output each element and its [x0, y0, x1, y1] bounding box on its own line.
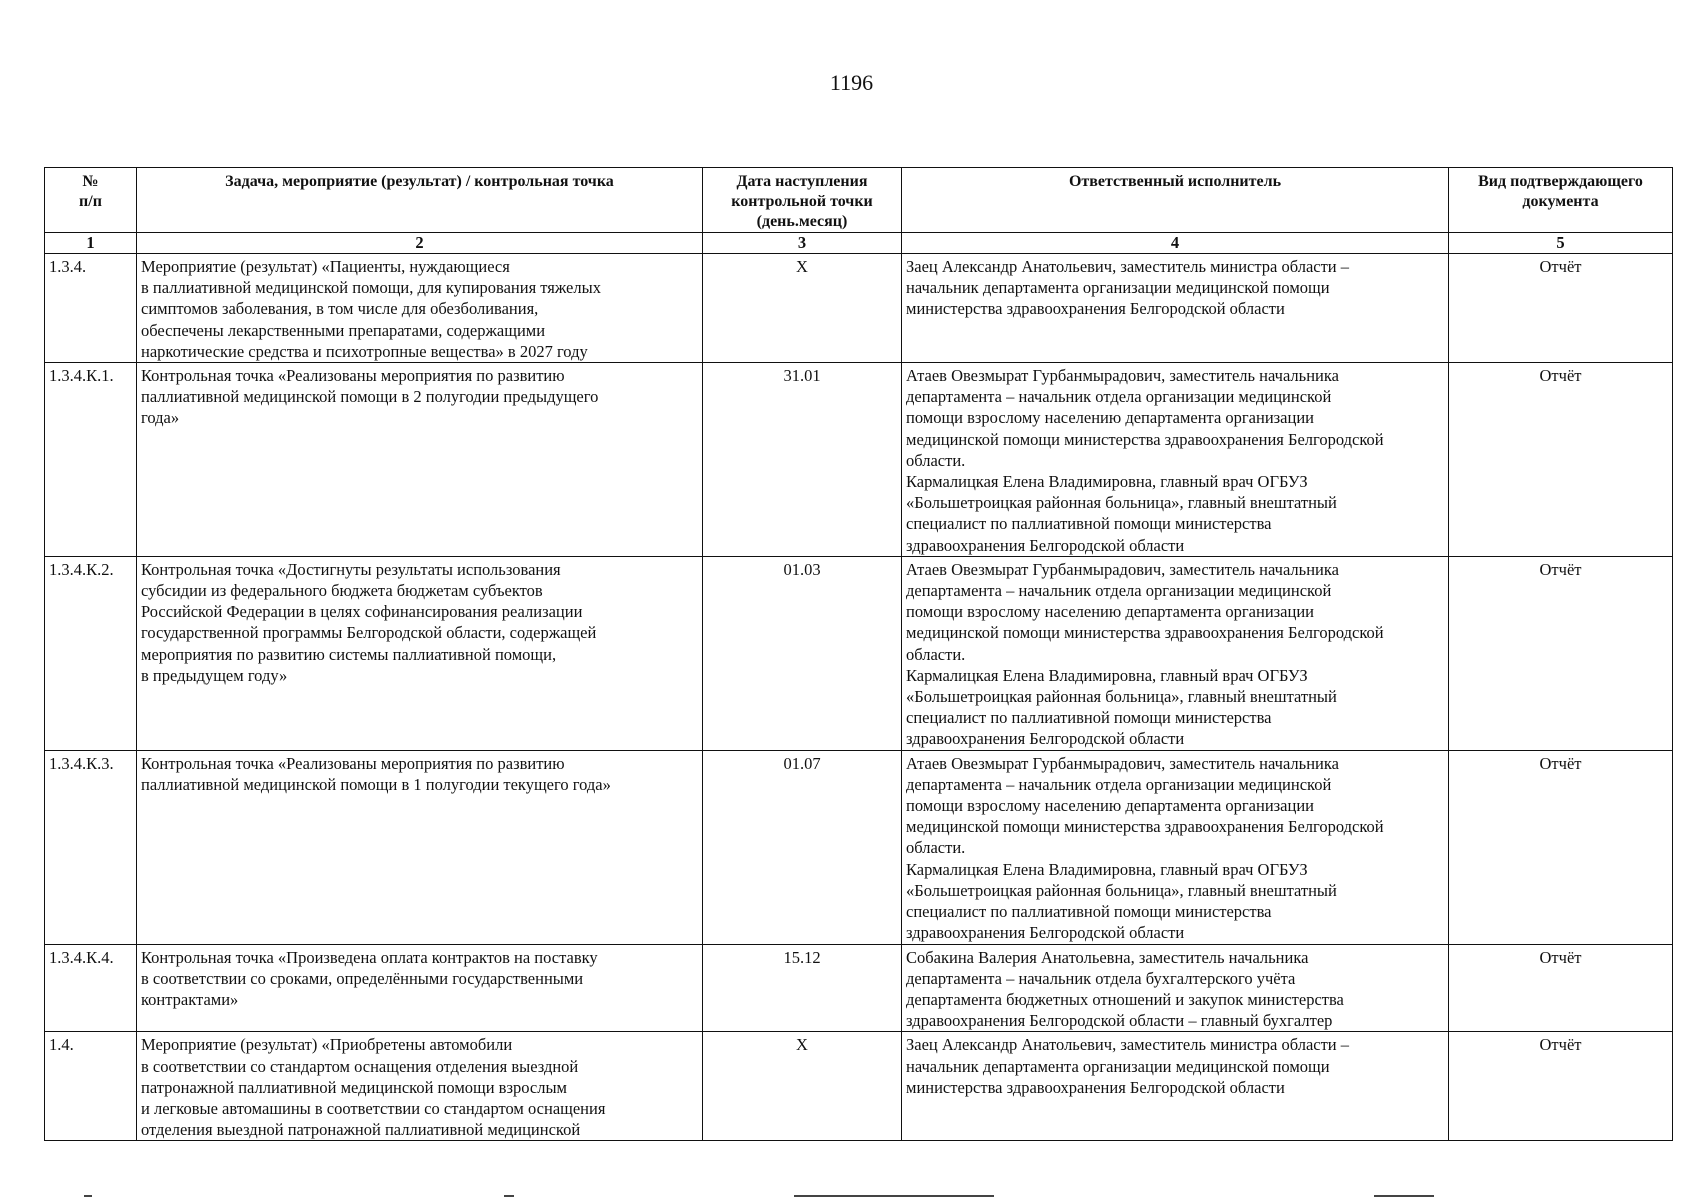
responsible-line: медицинской помощи министерства здравоохранения Белгородской — [906, 623, 1384, 643]
task-line: обеспечены лекарственными препаратами, содержащими — [141, 320, 546, 340]
task-line: в соответствии со сроками, определёнными государственными — [141, 968, 584, 988]
header-num — [45, 168, 137, 233]
responsible-line: Заец Александр Анатольевич, заместитель министра области – — [906, 1035, 1350, 1055]
row-doc-type: Отчёт — [1449, 1032, 1673, 1141]
task-line: Контрольная точка «Реализованы мероприятия по развитию — [141, 366, 565, 386]
header-date — [703, 168, 902, 233]
row-responsible — [902, 254, 1449, 363]
responsible-line: департамента – начальник отдела организации медицинской — [906, 581, 1332, 601]
footer-scan-marks — [44, 1195, 1672, 1199]
table-row — [45, 254, 1673, 363]
task-line: Российской Федерации в целях софинансирования реализации — [141, 602, 583, 622]
task-line: государственной программы Белгородской области, содержащей — [141, 623, 597, 643]
row-number: 1.3.4.К.4. — [45, 944, 137, 1032]
responsible-line: департамента – начальник отдела организации медицинской — [906, 774, 1332, 794]
row-doc-type: Отчёт — [1449, 363, 1673, 557]
table-row — [45, 944, 1673, 1032]
table-header-row — [45, 168, 1673, 233]
control-points-table — [44, 167, 1673, 1141]
task-line: Контрольная точка «Реализованы мероприятия по развитию — [141, 753, 565, 773]
responsible-line: специалист по паллиативной помощи министерства — [906, 902, 1272, 922]
task-line: Мероприятие (результат) «Приобретены автомобили — [141, 1035, 513, 1055]
responsible-line: Кармалицкая Елена Владимировна, главный врач ОГБУЗ — [906, 665, 1308, 685]
row-task — [137, 944, 703, 1032]
responsible-line: здравоохранения Белгородской области — [906, 729, 1185, 749]
column-number: 4 — [902, 233, 1449, 254]
responsible-line: помощи взрослому населению департамента организации — [906, 602, 1314, 622]
row-doc-type: Отчёт — [1449, 750, 1673, 944]
row-doc-type: Отчёт — [1449, 556, 1673, 750]
responsible-line: Атаев Овезмырат Гурбанмырадович, заместитель начальника — [906, 559, 1339, 579]
task-line: года» — [141, 408, 180, 428]
page-number: 1196 — [829, 70, 874, 95]
responsible-line: «Большетроицкая районная больница», главный внештатный — [906, 493, 1337, 513]
task-line: паллиативной медицинской помощи в 1 полугодии текущего года» — [141, 774, 611, 794]
task-line: отделения выездной патронажной паллиативной медицинской — [141, 1120, 581, 1140]
row-responsible — [902, 1032, 1449, 1141]
task-line: паллиативной медицинской помощи в 2 полугодии предыдущего — [141, 387, 599, 407]
task-line: в соответствии со стандартом оснащения отделения выездной — [141, 1056, 579, 1076]
header-doc-type-label: Вид подтверждающего документа — [1478, 173, 1643, 210]
task-line: контрактами» — [141, 989, 239, 1009]
task-line: в паллиативной медицинской помощи, для купирования тяжелых — [141, 278, 601, 298]
responsible-line: Кармалицкая Елена Владимировна, главный врач ОГБУЗ — [906, 859, 1308, 879]
responsible-line: здравоохранения Белгородской области — [906, 923, 1185, 943]
row-date: 01.07 — [703, 750, 902, 944]
row-number: 1.3.4.К.3. — [45, 750, 137, 944]
row-doc-type: Отчёт — [1449, 944, 1673, 1032]
responsible-line: Заец Александр Анатольевич, заместитель министра области – — [906, 257, 1350, 276]
table-row — [45, 363, 1673, 557]
column-number: 3 — [703, 233, 902, 254]
row-number: 1.3.4. — [45, 254, 137, 363]
responsible-line: департамента бюджетных отношений и закупок министерства — [906, 989, 1344, 1009]
task-line: Контрольная точка «Произведена оплата контрактов на поставку — [141, 947, 598, 967]
row-number: 1.4. — [45, 1032, 137, 1141]
row-number: 1.3.4.К.2. — [45, 556, 137, 750]
table-row — [45, 750, 1673, 944]
row-responsible — [902, 750, 1449, 944]
column-number: 2 — [137, 233, 703, 254]
header-task-label: Задача, мероприятие (результат) / контрольная точка — [225, 173, 614, 190]
task-line: патронажной паллиативной медицинской помощи взрослым — [141, 1077, 567, 1097]
task-line: Мероприятие (результат) «Пациенты, нуждающиеся — [141, 257, 510, 276]
header-responsible-label: Ответственный исполнитель — [1068, 173, 1282, 190]
row-responsible — [902, 363, 1449, 557]
responsible-line: области. — [906, 644, 966, 664]
header-responsible — [902, 168, 1449, 233]
responsible-line: помощи взрослому населению департамента организации — [906, 408, 1314, 428]
responsible-line: специалист по паллиативной помощи министерства — [906, 514, 1272, 534]
table-row — [45, 1032, 1673, 1141]
row-date: 01.03 — [703, 556, 902, 750]
responsible-line: Собакина Валерия Анатольевна, заместитель начальника — [906, 947, 1309, 967]
task-line: Контрольная точка «Достигнуты результаты использования — [141, 559, 561, 579]
task-line: наркотические средства и психотропные вещества» в 2027 году — [141, 341, 588, 361]
header-task — [137, 168, 703, 233]
responsible-line: министерства здравоохранения Белгородской области — [906, 1077, 1285, 1097]
responsible-line: Атаев Овезмырат Гурбанмырадович, заместитель начальника — [906, 366, 1339, 386]
responsible-line: помощи взрослому населению департамента организации — [906, 796, 1314, 816]
responsible-line: области. — [906, 450, 966, 470]
table-row — [45, 556, 1673, 750]
column-number: 5 — [1449, 233, 1673, 254]
row-number: 1.3.4.К.1. — [45, 363, 137, 557]
row-responsible — [902, 556, 1449, 750]
responsible-line: начальник департамента организации медицинской помощи — [906, 278, 1330, 298]
column-numbers-row — [45, 233, 1673, 254]
responsible-line: департамента – начальник отдела бухгалтерского учёта — [906, 968, 1296, 988]
header-num-label: № п/п — [79, 173, 102, 210]
row-responsible — [902, 944, 1449, 1032]
row-doc-type: Отчёт — [1449, 254, 1673, 363]
row-task — [137, 363, 703, 557]
row-task — [137, 750, 703, 944]
responsible-line: области. — [906, 838, 966, 858]
task-line: симптомов заболевания, в том числе для обезболивания, — [141, 299, 539, 319]
responsible-line: департамента – начальник отдела организации медицинской — [906, 387, 1332, 407]
responsible-line: начальник департамента организации медицинской помощи — [906, 1056, 1330, 1076]
responsible-line: Кармалицкая Елена Владимировна, главный врач ОГБУЗ — [906, 472, 1308, 492]
row-date: Х — [703, 254, 902, 363]
row-date: Х — [703, 1032, 902, 1141]
row-task — [137, 254, 703, 363]
header-date-label: Дата наступления контрольной точки (день.месяц) — [731, 173, 873, 230]
responsible-line: «Большетроицкая районная больница», главный внештатный — [906, 687, 1337, 707]
responsible-line: здравоохранения Белгородской области — [906, 535, 1185, 555]
responsible-line: медицинской помощи министерства здравоохранения Белгородской — [906, 429, 1384, 449]
responsible-line: «Большетроицкая районная больница», главный внештатный — [906, 880, 1337, 900]
table-body — [45, 254, 1673, 1141]
responsible-line: специалист по паллиативной помощи министерства — [906, 708, 1272, 728]
responsible-line: здравоохранения Белгородской области – главный бухгалтер — [906, 1011, 1333, 1031]
row-task — [137, 556, 703, 750]
task-line: в предыдущем году» — [141, 665, 288, 685]
responsible-line: медицинской помощи министерства здравоохранения Белгородской — [906, 817, 1384, 837]
row-date: 31.01 — [703, 363, 902, 557]
responsible-line: министерства здравоохранения Белгородской области — [906, 299, 1285, 319]
task-line: мероприятия по развитию системы паллиативной помощи, — [141, 644, 557, 664]
header-doc-type — [1449, 168, 1673, 233]
row-task — [137, 1032, 703, 1141]
task-line: субсидии из федерального бюджета бюджетам субъектов — [141, 581, 543, 601]
column-number: 1 — [45, 233, 137, 254]
responsible-line: Атаев Овезмырат Гурбанмырадович, заместитель начальника — [906, 753, 1339, 773]
task-line: и легковые автомашины в соответствии со стандартом оснащения — [141, 1098, 606, 1118]
row-date: 15.12 — [703, 944, 902, 1032]
